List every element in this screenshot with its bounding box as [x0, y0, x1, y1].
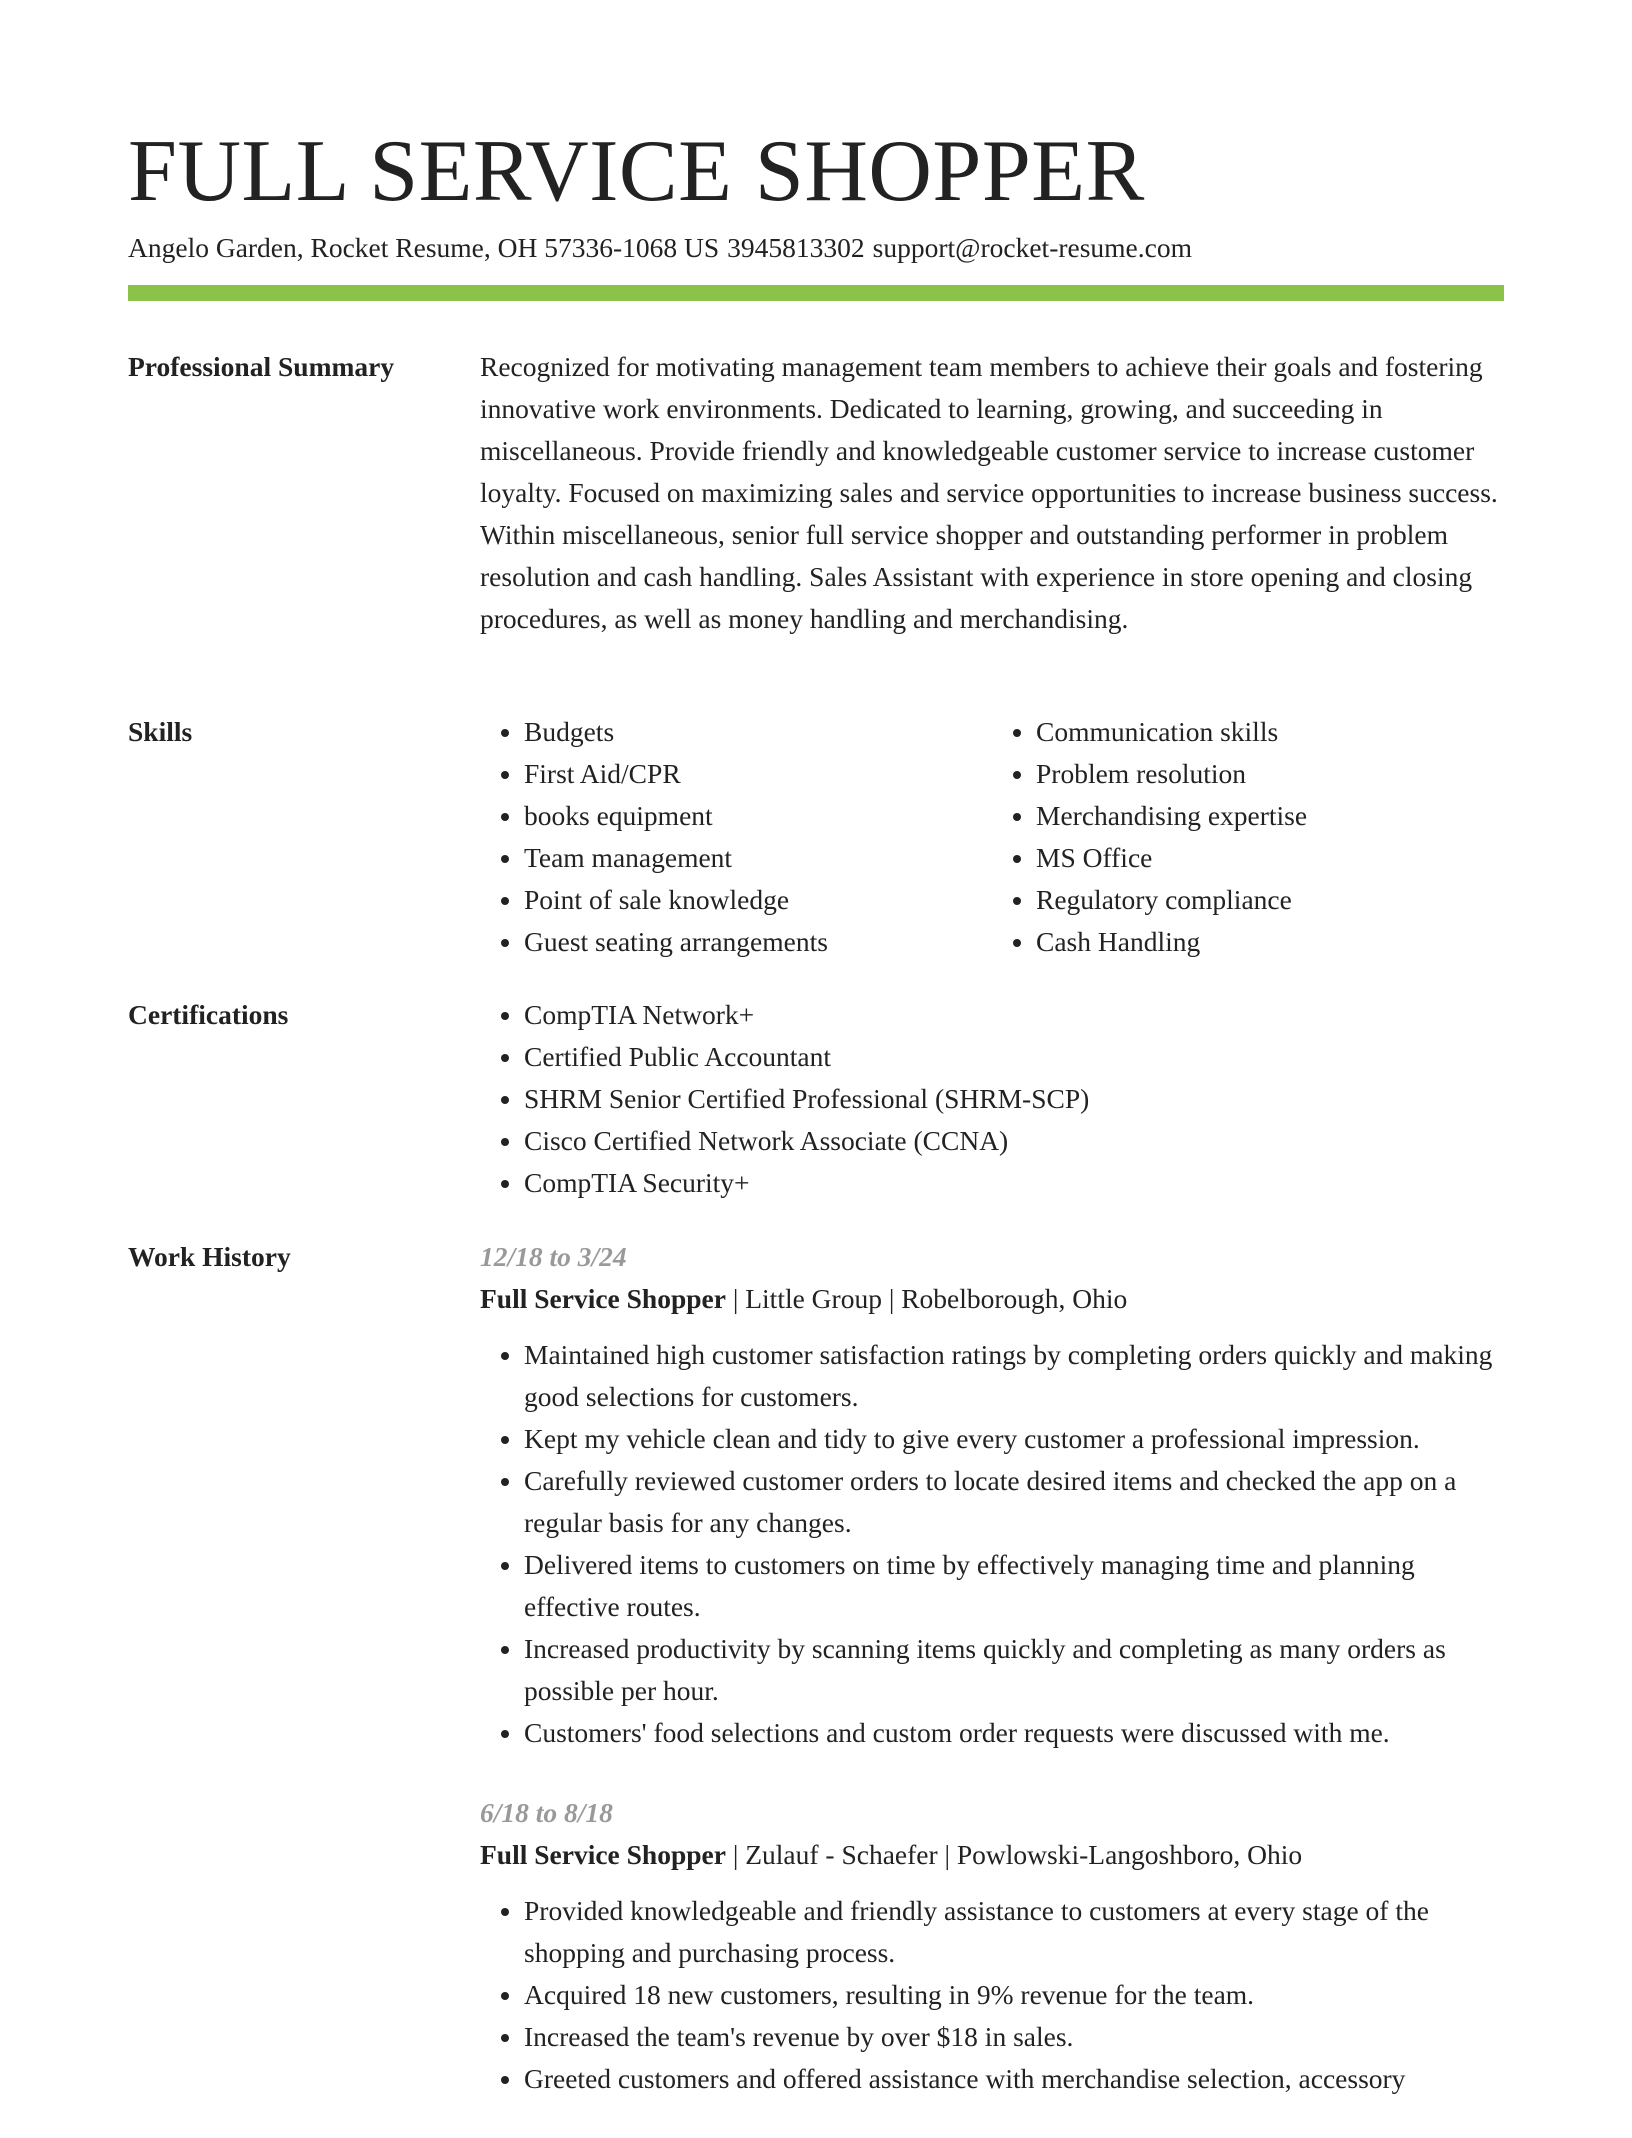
list-item: • First Aid/CPR: [524, 753, 992, 795]
resume-title: FULL SERVICE SHOPPER: [128, 123, 1145, 220]
list-item: • Cash Handling: [1036, 921, 1504, 963]
header-divider: [128, 285, 1504, 301]
list-item: • Certified Public Accountant: [524, 1036, 1504, 1078]
contact-address: Angelo Garden, Rocket Resume, OH 57336-1068 US: [128, 232, 720, 263]
skills-list-left: [480, 711, 992, 963]
certifications-body: [480, 994, 1504, 1204]
skills-label: Skills: [128, 716, 193, 747]
list-item: • CompTIA Network+: [524, 994, 1504, 1036]
list-item: • Point of sale knowledge: [524, 879, 992, 921]
skills-section: [128, 711, 1504, 971]
list-item: • Increased productivity by scanning items quickly and completing as many orders as possible per hour.: [524, 1628, 1504, 1712]
list-item: • Team management: [524, 837, 992, 879]
list-item: • Problem resolution: [1036, 753, 1504, 795]
contact-email: support@rocket-resume.com: [872, 232, 1192, 263]
list-item: • Budgets: [524, 711, 992, 753]
job-title: Full Service Shopper: [480, 1839, 726, 1870]
contact-phone: 3945813302: [727, 232, 865, 263]
list-item: • Regulatory compliance: [1036, 879, 1504, 921]
summary-section: [128, 346, 1504, 676]
job-bullets: [480, 1334, 1504, 1754]
list-item: • Carefully reviewed customer orders to locate desired items and checked the app on a regular basis for any changes.: [524, 1460, 1504, 1544]
skills-list-right: [992, 711, 1504, 963]
work-history-label: Work History: [128, 1241, 291, 1272]
list-item: • MS Office: [1036, 837, 1504, 879]
list-item: • Acquired 18 new customers, resulting in 9% revenue for the team.: [524, 1974, 1504, 2016]
list-item: • Kept my vehicle clean and tidy to give every customer a professional impression.: [524, 1418, 1504, 1460]
list-item: • Guest seating arrangements: [524, 921, 992, 963]
job-dates: 12/18 to 3/24: [480, 1241, 627, 1272]
summary-text: Recognized for motivating management team members to achieve their goals and fostering innovative work environments. Dedicated to learning, growing, and succeeding in miscellaneous. Provide friendly and knowledgeable customer service to increase customer loyalty. Focused on maximizing sales and service opportunities to increase business success. Within miscellaneous, senior full service shopper and outstanding performer in problem resolution and cash handling. Sales Assistant with experience in store opening and closing procedures, as well as money handling and merchandising.: [480, 351, 1498, 634]
job-title: Full Service Shopper: [480, 1283, 726, 1314]
skills-body: [480, 711, 1504, 963]
list-item: • Cisco Certified Network Associate (CCNA): [524, 1120, 1504, 1162]
list-item: • Maintained high customer satisfaction ratings by completing orders quickly and making good selections for customers.: [524, 1334, 1504, 1418]
certifications-section: [128, 994, 1504, 1214]
job-entry: [480, 1792, 1504, 2100]
job-dates: 6/18 to 8/18: [480, 1797, 613, 1828]
summary-label: Professional Summary: [128, 351, 395, 382]
work-history-body: [480, 1236, 1504, 2138]
job-entry: [480, 1236, 1504, 1754]
list-item: • Greeted customers and offered assistance with merchandise selection, accessory: [524, 2058, 1504, 2100]
certifications-list: [480, 994, 1504, 1204]
list-item: • Increased the team's revenue by over $18 in sales.: [524, 2016, 1504, 2058]
job-details: | Little Group | Robelborough, Ohio: [725, 1283, 1128, 1314]
job-details: | Zulauf - Schaefer | Powlowski-Langoshboro, Ohio: [725, 1839, 1303, 1870]
summary-body: [480, 346, 1504, 640]
list-item: • Delivered items to customers on time by effectively managing time and planning effective routes.: [524, 1544, 1504, 1628]
work-history-section: [128, 1236, 1504, 2106]
contact-line: [128, 230, 1200, 266]
job-heading: [480, 1278, 1504, 1320]
list-item: • Customers' food selections and custom order requests were discussed with me.: [524, 1712, 1504, 1754]
job-bullets: [480, 1890, 1504, 2100]
list-item: • Provided knowledgeable and friendly assistance to customers at every stage of the shopping and purchasing process.: [524, 1890, 1504, 1974]
list-item: • books equipment: [524, 795, 992, 837]
list-item: • Communication skills: [1036, 711, 1504, 753]
list-item: • CompTIA Security+: [524, 1162, 1504, 1204]
list-item: • Merchandising expertise: [1036, 795, 1504, 837]
list-item: • SHRM Senior Certified Professional (SHRM-SCP): [524, 1078, 1504, 1120]
certifications-label: Certifications: [128, 999, 289, 1030]
job-heading: [480, 1834, 1504, 1876]
